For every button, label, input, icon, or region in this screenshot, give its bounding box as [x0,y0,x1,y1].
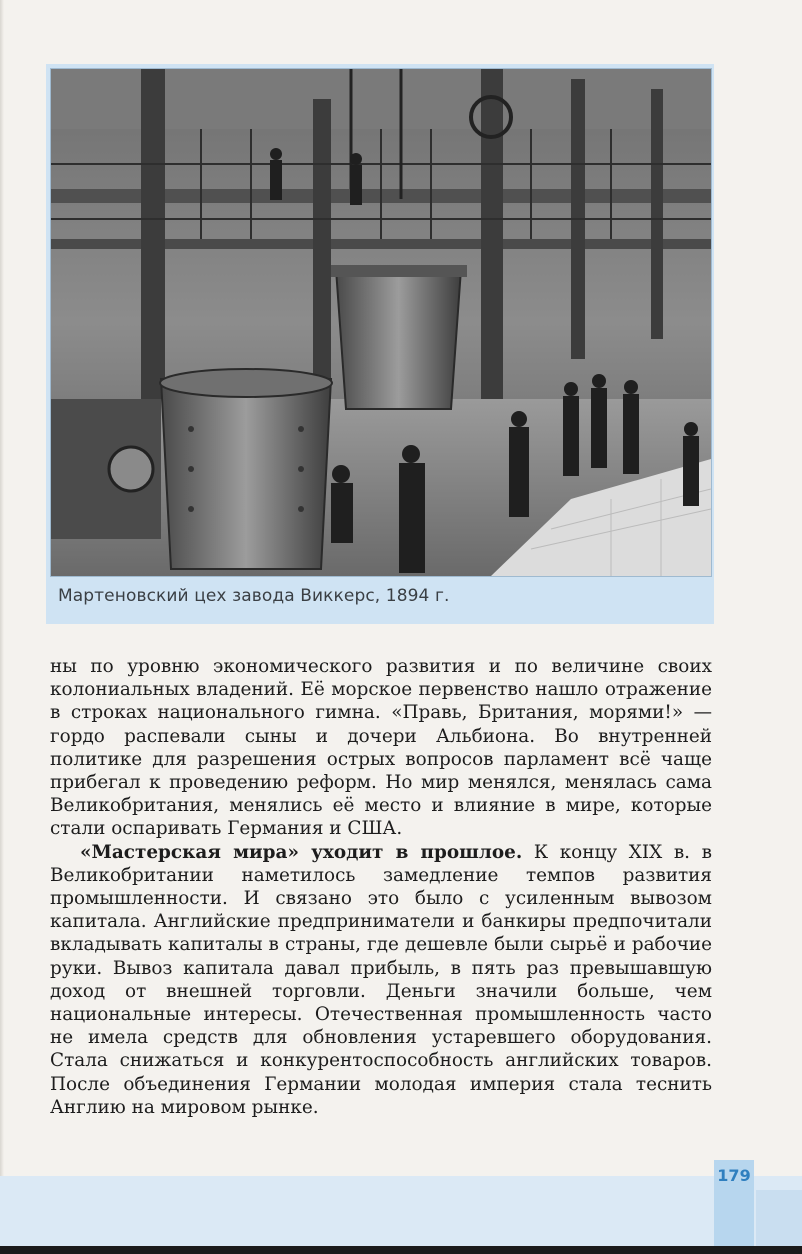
page-number: 179 [717,1166,751,1185]
paragraph-2-text: К концу XIX в. в Великобритании наметилось замедление темпов развития промышленности. И связано это было с усиленным вывозом капитала. Английские предприниматели и банкиры предпочитали вкладывать капиталы в страны, где дешевле были сырьё и рабочие руки. Вывоз капитала давал прибыль, в пять раз превышавшую доход от внешней торговли. Деньги значили больше, чем национальные интересы. Отечественная промышленность часто не имела средств для обновления устаревшего оборудования. Стала снижаться и конкурентоспособность английских товаров. После объединения Германии молодая империя стала теснить Англию на мировом рынке. [50,841,712,1118]
scan-edge [0,1246,802,1254]
factory-photo [50,68,712,577]
page-edge [0,0,4,1254]
page-number-box [714,1160,754,1246]
paragraph-2 [50,841,712,1119]
figure [46,64,714,624]
body-text [50,655,712,1119]
figure-caption: Мартеновский цех завода Виккерс, 1894 г. [58,586,450,606]
edge-tab [756,1190,802,1246]
section-subheading: «Мастерская мира» уходит в прошлое. [80,841,523,863]
bottom-band [0,1176,802,1246]
paragraph-1: ны по уровню экономического развития и по величине своих колониальных владений. Её морское первенство нашло отражение в строках национального гимна. «Правь, Британия, морями!» — гордо распевали сыны и дочери Альбиона. Во внутренней политике для разрешения острых вопросов парламент всё чаще прибегал к проведению реформ. Но мир менялся, менялась сама Великобритания, менялись её место и влияние в мире, которые стали оспаривать Германия и США. [50,656,712,840]
factory-photo-graphic [51,69,711,576]
